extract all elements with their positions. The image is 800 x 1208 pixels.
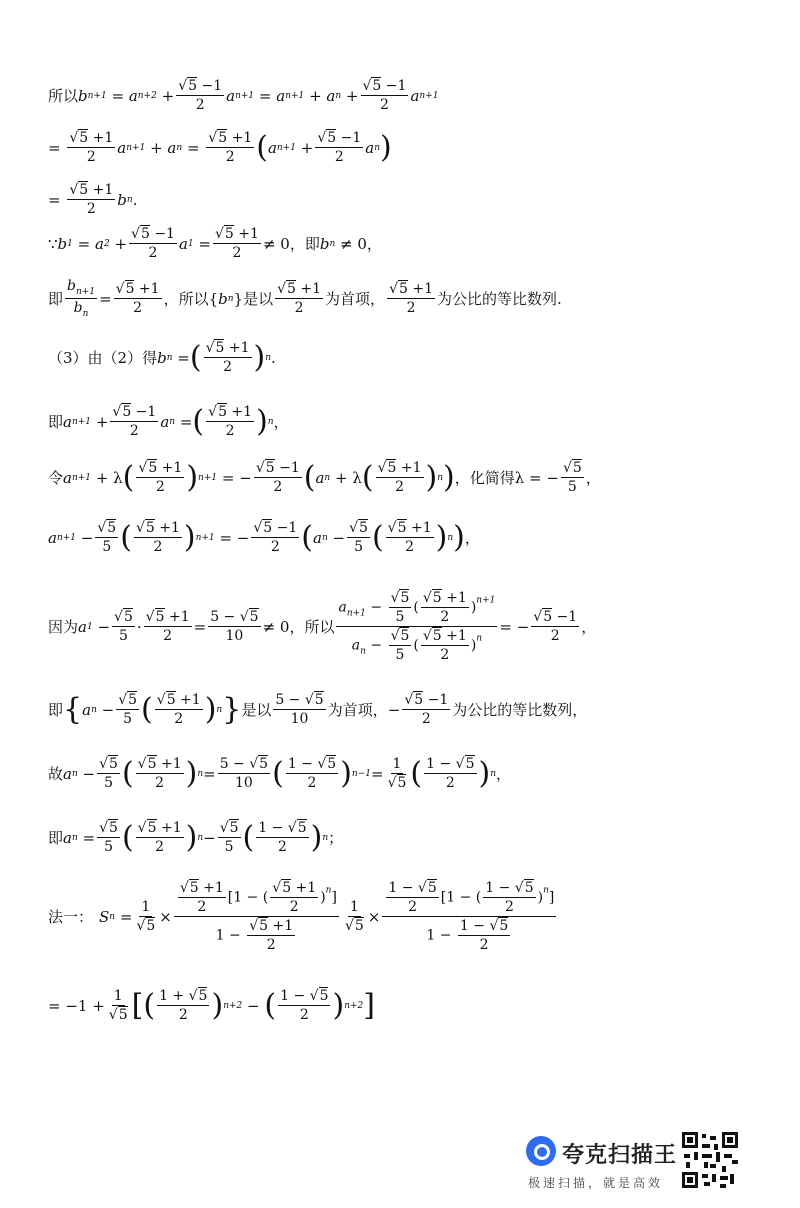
text-ji-3: 即 <box>48 701 64 720</box>
text-gongbi: 为公比的等比数列. <box>437 290 562 309</box>
text-suoyi-3: ，所以 <box>289 618 335 637</box>
text-huajian: ，化简得 <box>454 469 515 488</box>
text-ling: 令 <box>48 469 64 488</box>
text-yinwei: 因为 <box>48 618 79 637</box>
text-shouxiang-2: 为首项， <box>327 701 388 720</box>
text-gu: 故 <box>48 765 64 784</box>
text-part3: （3）由（2）得 <box>48 349 158 368</box>
text-ji-4: 即 <box>48 829 64 848</box>
text-suoyi: 所以 <box>48 87 79 106</box>
equation-line-10: 因为 a 1 − $\frac{√5}{5}$ · $\frac{√5 +1}{2}$ = $\frac{5 - √5}{10}$ ≠ 0 ，所以 $a_{n+1}$ − $\frac{√5}{5}$ ( $\frac{√5 +1}{2}$ )$^{n+1}$ $a_n$ − $\frac{√5}{5}$ ( $\frac{√5 +1}{2}$ )$^n$ = − $\frac{√5 -1}{2}$ ， <box>48 590 597 664</box>
text-jibn: ，即 <box>289 235 320 254</box>
equation-line-3: = $\frac{√5 +1}{2}$ b n . <box>48 182 138 218</box>
text-shouxiang: 为首项， <box>325 290 386 309</box>
brand-slogan: 极速扫描，就是高效 <box>528 1176 664 1190</box>
text-gongbi-2: 为公比的等比数列， <box>452 701 588 720</box>
text-fayi: 法一： <box>48 908 94 927</box>
text-because: ∵ <box>48 234 58 253</box>
qr-code-icon <box>680 1130 740 1190</box>
quark-logo-icon <box>526 1136 556 1166</box>
equation-line-11: 即 { a n − $\frac{√5}{5}$ ( $\frac{√5 +1}{2}$ ) n } 是以 $\frac{5 - √5}{10}$ 为首项， − $\frac{√5 -1}{2}$ 为公比的等比数列， <box>48 691 588 728</box>
equation-line-12: 故 a n − $\frac{√5}{5}$ ( $\frac{√5 +1}{2}$ ) n = $\frac{5 - √5}{10}$ ( $\frac{1 - √5}{2}$ ) n−1 = $\frac{1}{√5}$ ( $\frac{1 - √5}{2}$ ) n ， <box>48 755 512 792</box>
equation-line-13: 即 a n = $\frac{√5}{5}$ ( $\frac{√5 +1}{2}$ ) n − $\frac{√5}{5}$ ( $\frac{1 - √5}{2}$ ) n ； <box>48 819 344 856</box>
equation-line-5: 即 $\frac{b_{n+1}}{b_n}$ = $\frac{√5 +1}{2}$ ，所以 { b n } 是以 $\frac{√5 +1}{2}$ 为首项， $\frac{√5 +1}{2}$ 为公比的等比数列. <box>48 278 562 320</box>
equation-line-6: （3）由（2）得 b n = ( $\frac{√5 +1}{2}$ ) n . <box>48 339 276 376</box>
brand-name: 夸克扫描王 <box>562 1143 678 1168</box>
equation-line-2: = $\frac{√5 +1}{2}$ a n+1 + a n = $\frac{√5 +1}{2}$ ( a n+1 + $\frac{√5 -1}{2}$ a n ) <box>48 129 392 166</box>
text-shiyi: 是以 <box>243 290 274 309</box>
text-suoyi-2: ，所以 <box>163 290 209 309</box>
text-ji-2: 即 <box>48 413 64 432</box>
scanner-watermark <box>526 1130 748 1194</box>
equation-line-8: 令 a n+1 + λ ( $\frac{√5 +1}{2}$ ) n+1 = − $\frac{√5 -1}{2}$ ( a n + λ ( $\frac{√5 +1}{2}$ ) n ) ，化简得 λ = − $\frac{√5}{5}$ ， <box>48 459 601 496</box>
equation-line-1: 所以 b n+1 = a n+2 + $\frac{√5 -1}{2}$ a n+1 = a n+1 + a n + $\frac{√5 -1}{2}$ a n+1 <box>48 78 439 114</box>
equation-line-15: = −1 + $\frac{1}{√5}$ [ ( $\frac{1 + √5}{2}$ ) n+2 − ( $\frac{1 - √5}{2}$ ) n+2 ] <box>48 987 375 1024</box>
equation-line-9: a n+1 − $\frac{√5}{5}$ ( $\frac{√5 +1}{2}$ ) n+1 = − $\frac{√5 -1}{2}$ ( a n − $\frac{√5}{5}$ ( $\frac{√5 +1}{2}$ ) n ) ， <box>48 519 480 556</box>
text-shiyi-2: 是以 <box>241 701 272 720</box>
equation-line-4: ∵ b 1 = a 2 + $\frac{√5 -1}{2}$ a 1 = $\frac{√5 +1}{2}$ ≠ 0 ，即 b n ≠ 0， <box>48 226 382 262</box>
equation-line-14: 法一： S n = $\frac{1}{√5}$ × $\frac{√5 +1}{2}$ [1 − ( $\frac{√5 +1}{2}$ )$^n$] 1 − $\frac{√5 +1}{2}$ $\frac{1}{√5}$ × $\frac{1 - √5}{2}$ [1 − ( $\frac{1 - √5}{2}$ )$^n$] 1 − $\frac{1 - √5}{2}$ <box>48 880 555 954</box>
text-ji: 即 <box>48 290 64 309</box>
equation-line-7: 即 a n+1 + $\frac{√5 -1}{2}$ a n = ( $\frac{√5 +1}{2}$ ) n ， <box>48 403 289 440</box>
